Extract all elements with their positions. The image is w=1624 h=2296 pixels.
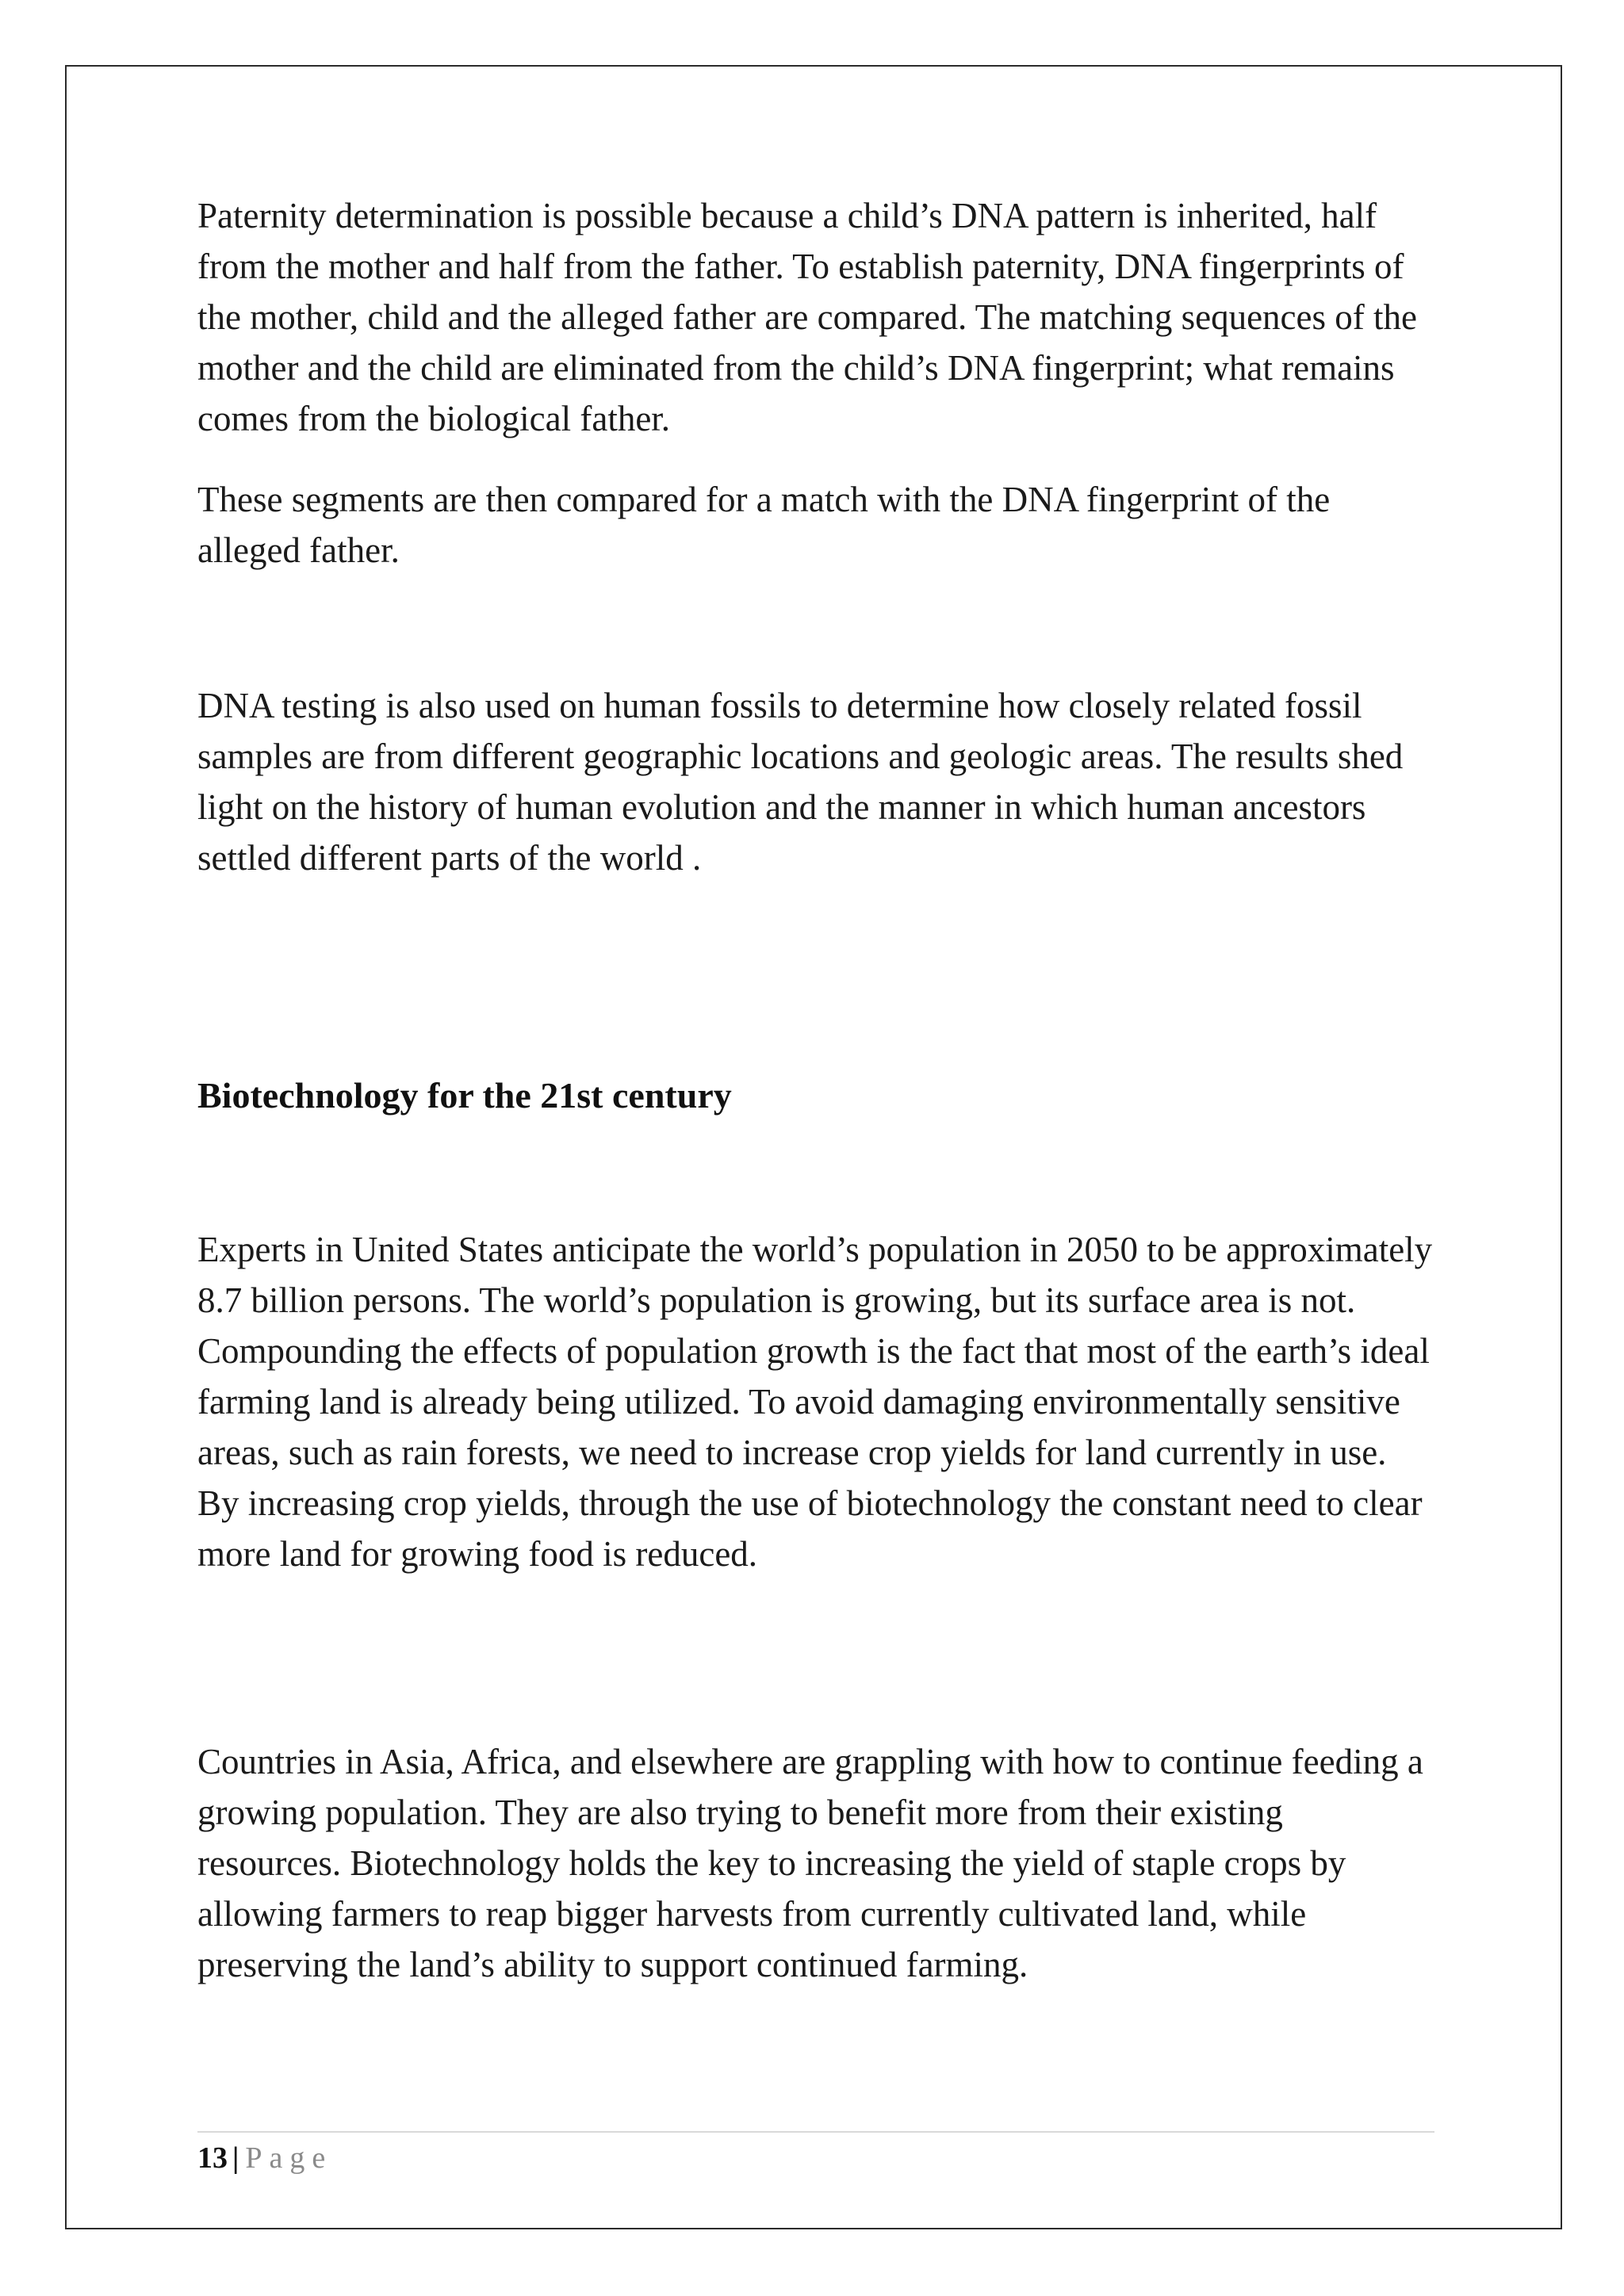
paragraph-fossils: DNA testing is also used on human fossils to determine how closely related fossil samples are from different geographic locations and geologic areas. The results shed light on the history of human evolution and the manner in which human ancestors settled different parts of the world . (197, 686, 1404, 878)
footer-divider (197, 2131, 1434, 2133)
footer-separator: | (232, 2141, 239, 2175)
section-heading: Biotechnology for the 21st century (197, 1075, 732, 1115)
page-label: Page (245, 2141, 333, 2175)
page-number: 13 (197, 2141, 228, 2175)
paragraph-population: Experts in United States anticipate the world’s population in 2050 to be approximately 8.7 billion persons. The world’s population is growing, but its surface area is not. Compounding the effects of population growth is the fact that most of the earth’s ideal farming land is already being utilized. To avoid damaging environmentally sensitive areas, such as rain forests, we need to increase crop yields for land currently in use. By increasing crop yields, through the use of biotechnology the constant need to clear more land for growing food is reduced. (197, 1230, 1433, 1574)
paragraph-countries: Countries in Asia, Africa, and elsewhere are grappling with how to continue feeding a growing population. They are also trying to benefit more from their existing resources. Biotechnology holds the key to increasing the yield of staple crops by allowing farmers to reap bigger harvests from currently cultivated land, while preserving the land’s ability to support continued farming. (197, 1742, 1423, 1984)
page-footer (197, 2141, 332, 2175)
paragraph-segments: These segments are then compared for a match with the DNA fingerprint of the alleged father. (197, 480, 1331, 570)
paragraph-paternity: Paternity determination is possible because a child’s DNA pattern is inherited, half from the mother and half from the father. To establish paternity, DNA fingerprints of the mother, child and the alleged father are compared. The matching sequences of the mother and the child are eliminated from the child’s DNA fingerprint; what remains comes from the biological father. (197, 196, 1417, 438)
